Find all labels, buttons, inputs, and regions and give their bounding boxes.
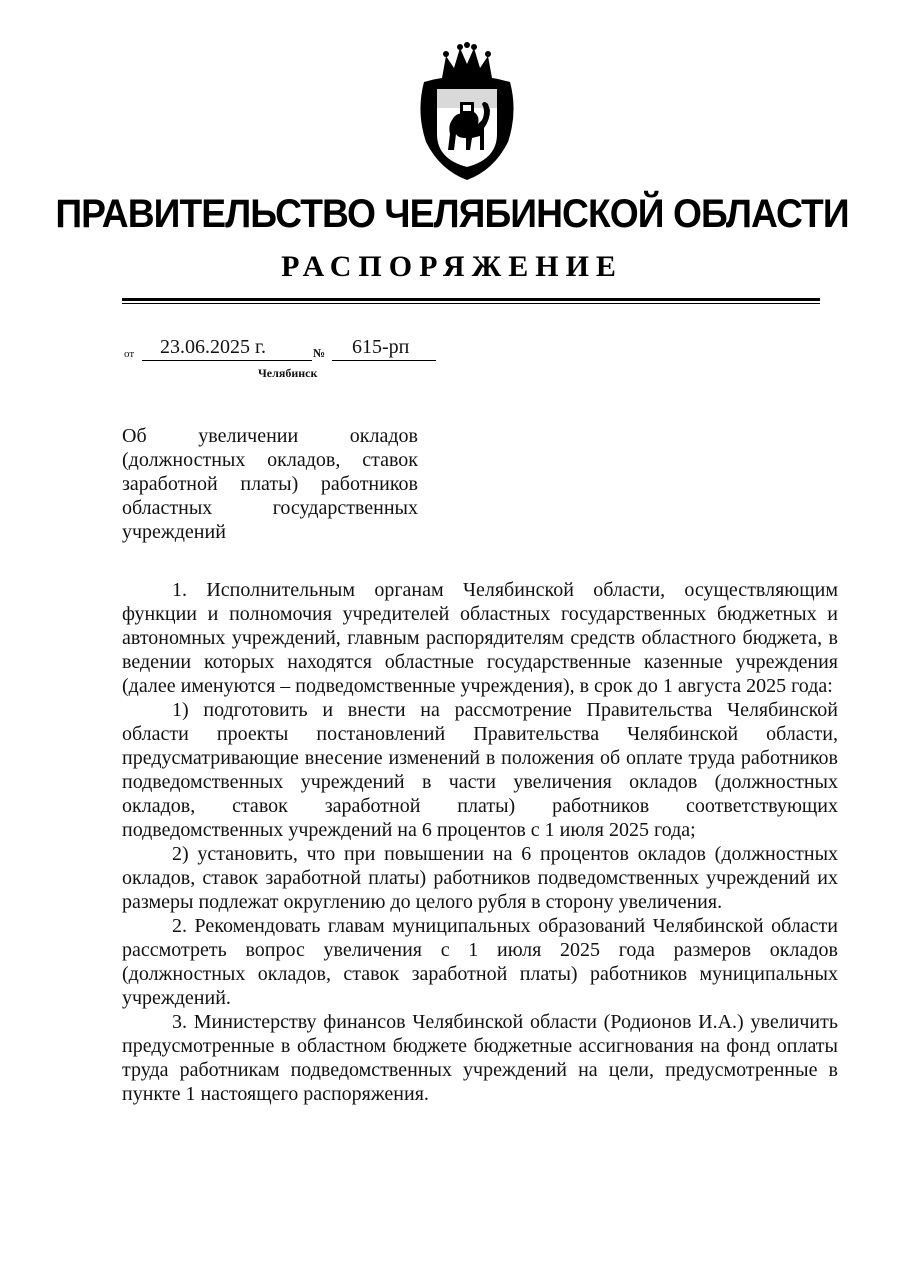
number-sign: № (313, 346, 326, 360)
document-city: Челябинск (258, 366, 318, 380)
paragraph: 1. Исполнительным органам Челябинской области, осуществляющим функции и полномочия учредителей областных государственных бюджетных и автономных учреждений, главным распорядителям средств областного бюджета, в ведении которых находятся областные государственные казенные учреждения (далее именуются – подведомственные учреждения), в срок до 1 августа 2025 года: (122, 579, 838, 697)
paragraph: 2. Рекомендовать главам муниципальных образований Челябинской области рассмотреть вопрос увеличения с 1 июля 2025 года размеров окладов (должностных окладов, ставок заработной платы) работников муниципальных учреждений. (122, 915, 838, 1009)
paragraph: 3. Министерству финансов Челябинской области (Родионов И.А.) увеличить предусмотренные в областном бюджете бюджетные ассигнования на фонд оплаты труда работникам подведомственных учреждений на цели, предусмотренные в пункте 1 настоящего распоряжения. (122, 1011, 838, 1105)
document-body (122, 578, 838, 1106)
document-number: 615-рп (352, 336, 410, 358)
date-prefix: от (124, 348, 135, 360)
paragraph: 2) установить, что при повышении на 6 процентов окладов (должностных окладов, ставок заработной платы) работников подведомственных учреждений их размеры подлежат округлению до целого рубля в сторону увеличения. (122, 843, 838, 913)
header-rule-thin (122, 303, 820, 304)
header-rule-thick (122, 298, 820, 301)
document-type: РАСПОРЯЖЕНИЕ (281, 250, 623, 283)
coat-of-arms-icon (412, 42, 522, 182)
paragraph: 1) подготовить и внести на рассмотрение Правительства Челябинской области проекты постановлений Правительства Челябинской области, предусматривающие внесение изменений в положения об оплате труда работников подведомственных учреждений в части увеличения окладов (должностных окладов, ставок заработной платы) работников соответствующих подведомственных учреждений на 6 процентов с 1 июля 2025 года; (122, 699, 838, 841)
document-date: 23.06.2025 г. (160, 336, 266, 358)
document-subject: Об увеличении окладов (должностных окладов, ставок заработной платы) работников областных государственных учреждений (122, 425, 418, 543)
number-underline (332, 360, 436, 361)
organization-title: ПРАВИТЕЛЬСТВО ЧЕЛЯБИНСКОЙ ОБЛАСТИ (55, 192, 849, 236)
date-underline (142, 360, 312, 361)
